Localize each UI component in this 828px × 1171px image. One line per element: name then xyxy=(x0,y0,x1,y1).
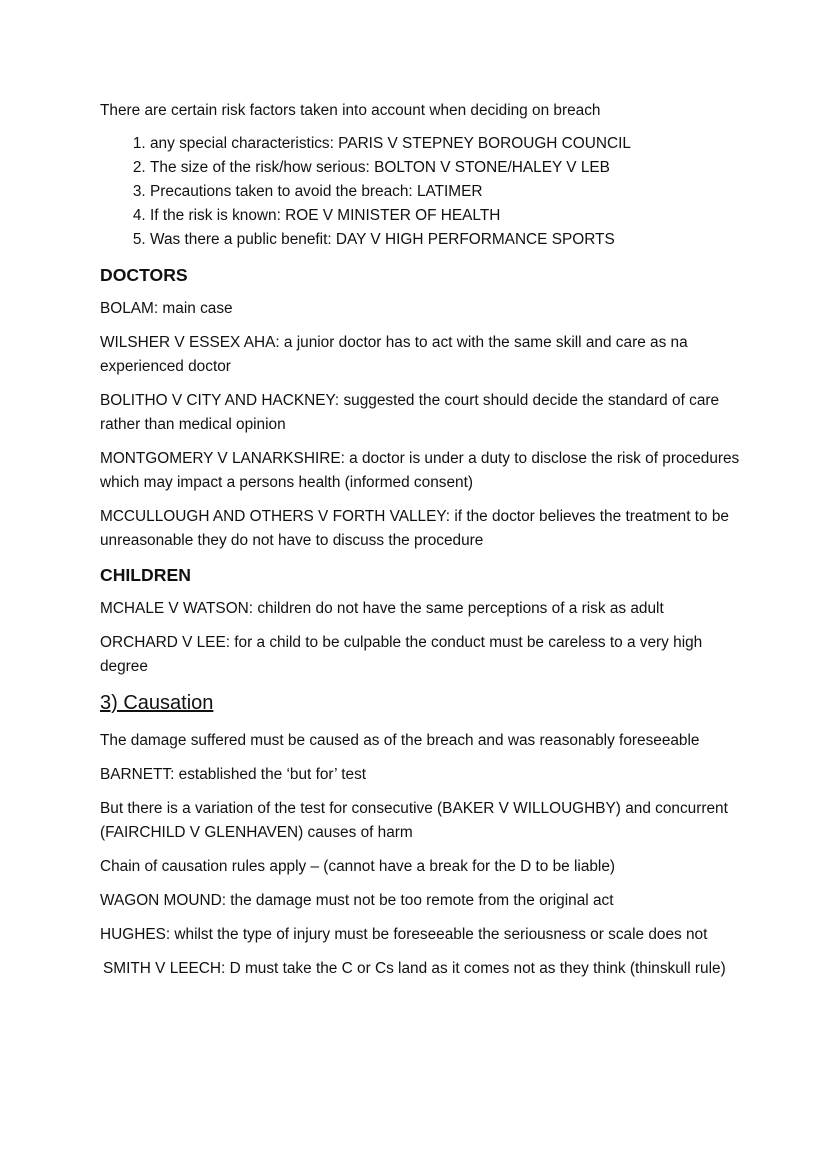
list-item: 1. any special characteristics: PARIS V STEPNEY BOROUGH COUNCIL xyxy=(150,132,740,156)
list-item: 4. If the risk is known: ROE V MINISTER OF HEALTH xyxy=(150,204,740,228)
list-item: 5. Was there a public benefit: DAY V HIGH PERFORMANCE SPORTS xyxy=(150,228,740,252)
paragraph: SMITH V LEECH: D must take the C or Cs land as it comes not as they think (thinskull rule) xyxy=(103,960,726,977)
risk-factors-list xyxy=(100,132,740,252)
paragraph: WAGON MOUND: the damage must not be too remote from the original act xyxy=(100,892,614,909)
paragraph: MONTGOMERY V LANARKSHIRE: a doctor is under a duty to disclose the risk of procedures which may impact a persons health (informed consent) xyxy=(100,450,740,491)
paragraph: MCHALE V WATSON: children do not have the same perceptions of a risk as adult xyxy=(100,600,664,617)
list-item: 3. Precautions taken to avoid the breach: LATIMER xyxy=(150,180,740,204)
doctors-heading: DOCTORS xyxy=(100,265,188,285)
document-page xyxy=(100,99,740,991)
paragraph: ORCHARD V LEE: for a child to be culpable the conduct must be careless to a very high degree xyxy=(100,634,703,675)
paragraph: Chain of causation rules apply – (cannot have a break for the D to be liable) xyxy=(100,858,616,875)
paragraph: BOLITHO V CITY AND HACKNEY: suggested the court should decide the standard of care rather than medical opinion xyxy=(100,392,720,433)
list-item: 2. The size of the risk/how serious: BOLTON V STONE/HALEY V LEB xyxy=(150,156,740,180)
paragraph: The damage suffered must be caused as of the breach and was reasonably foreseeable xyxy=(100,732,700,749)
paragraph: MCCULLOUGH AND OTHERS V FORTH VALLEY: if the doctor believes the treatment to be unreasonable they do not have to discuss the procedure xyxy=(100,508,729,549)
intro-text: There are certain risk factors taken into account when deciding on breach xyxy=(100,102,601,119)
paragraph: HUGHES: whilst the type of injury must be foreseeable the seriousness or scale does not xyxy=(100,926,708,943)
paragraph: WILSHER V ESSEX AHA: a junior doctor has to act with the same skill and care as na experienced doctor xyxy=(100,334,688,375)
paragraph: But there is a variation of the test for consecutive (BAKER V WILLOUGHBY) and concurrent (FAIRCHILD V GLENHAVEN) causes of harm xyxy=(100,800,728,841)
causation-heading: 3) Causation xyxy=(100,692,214,714)
children-heading: CHILDREN xyxy=(100,565,191,585)
paragraph: BARNETT: established the ‘but for’ test xyxy=(100,766,367,783)
paragraph: BOLAM: main case xyxy=(100,300,233,317)
